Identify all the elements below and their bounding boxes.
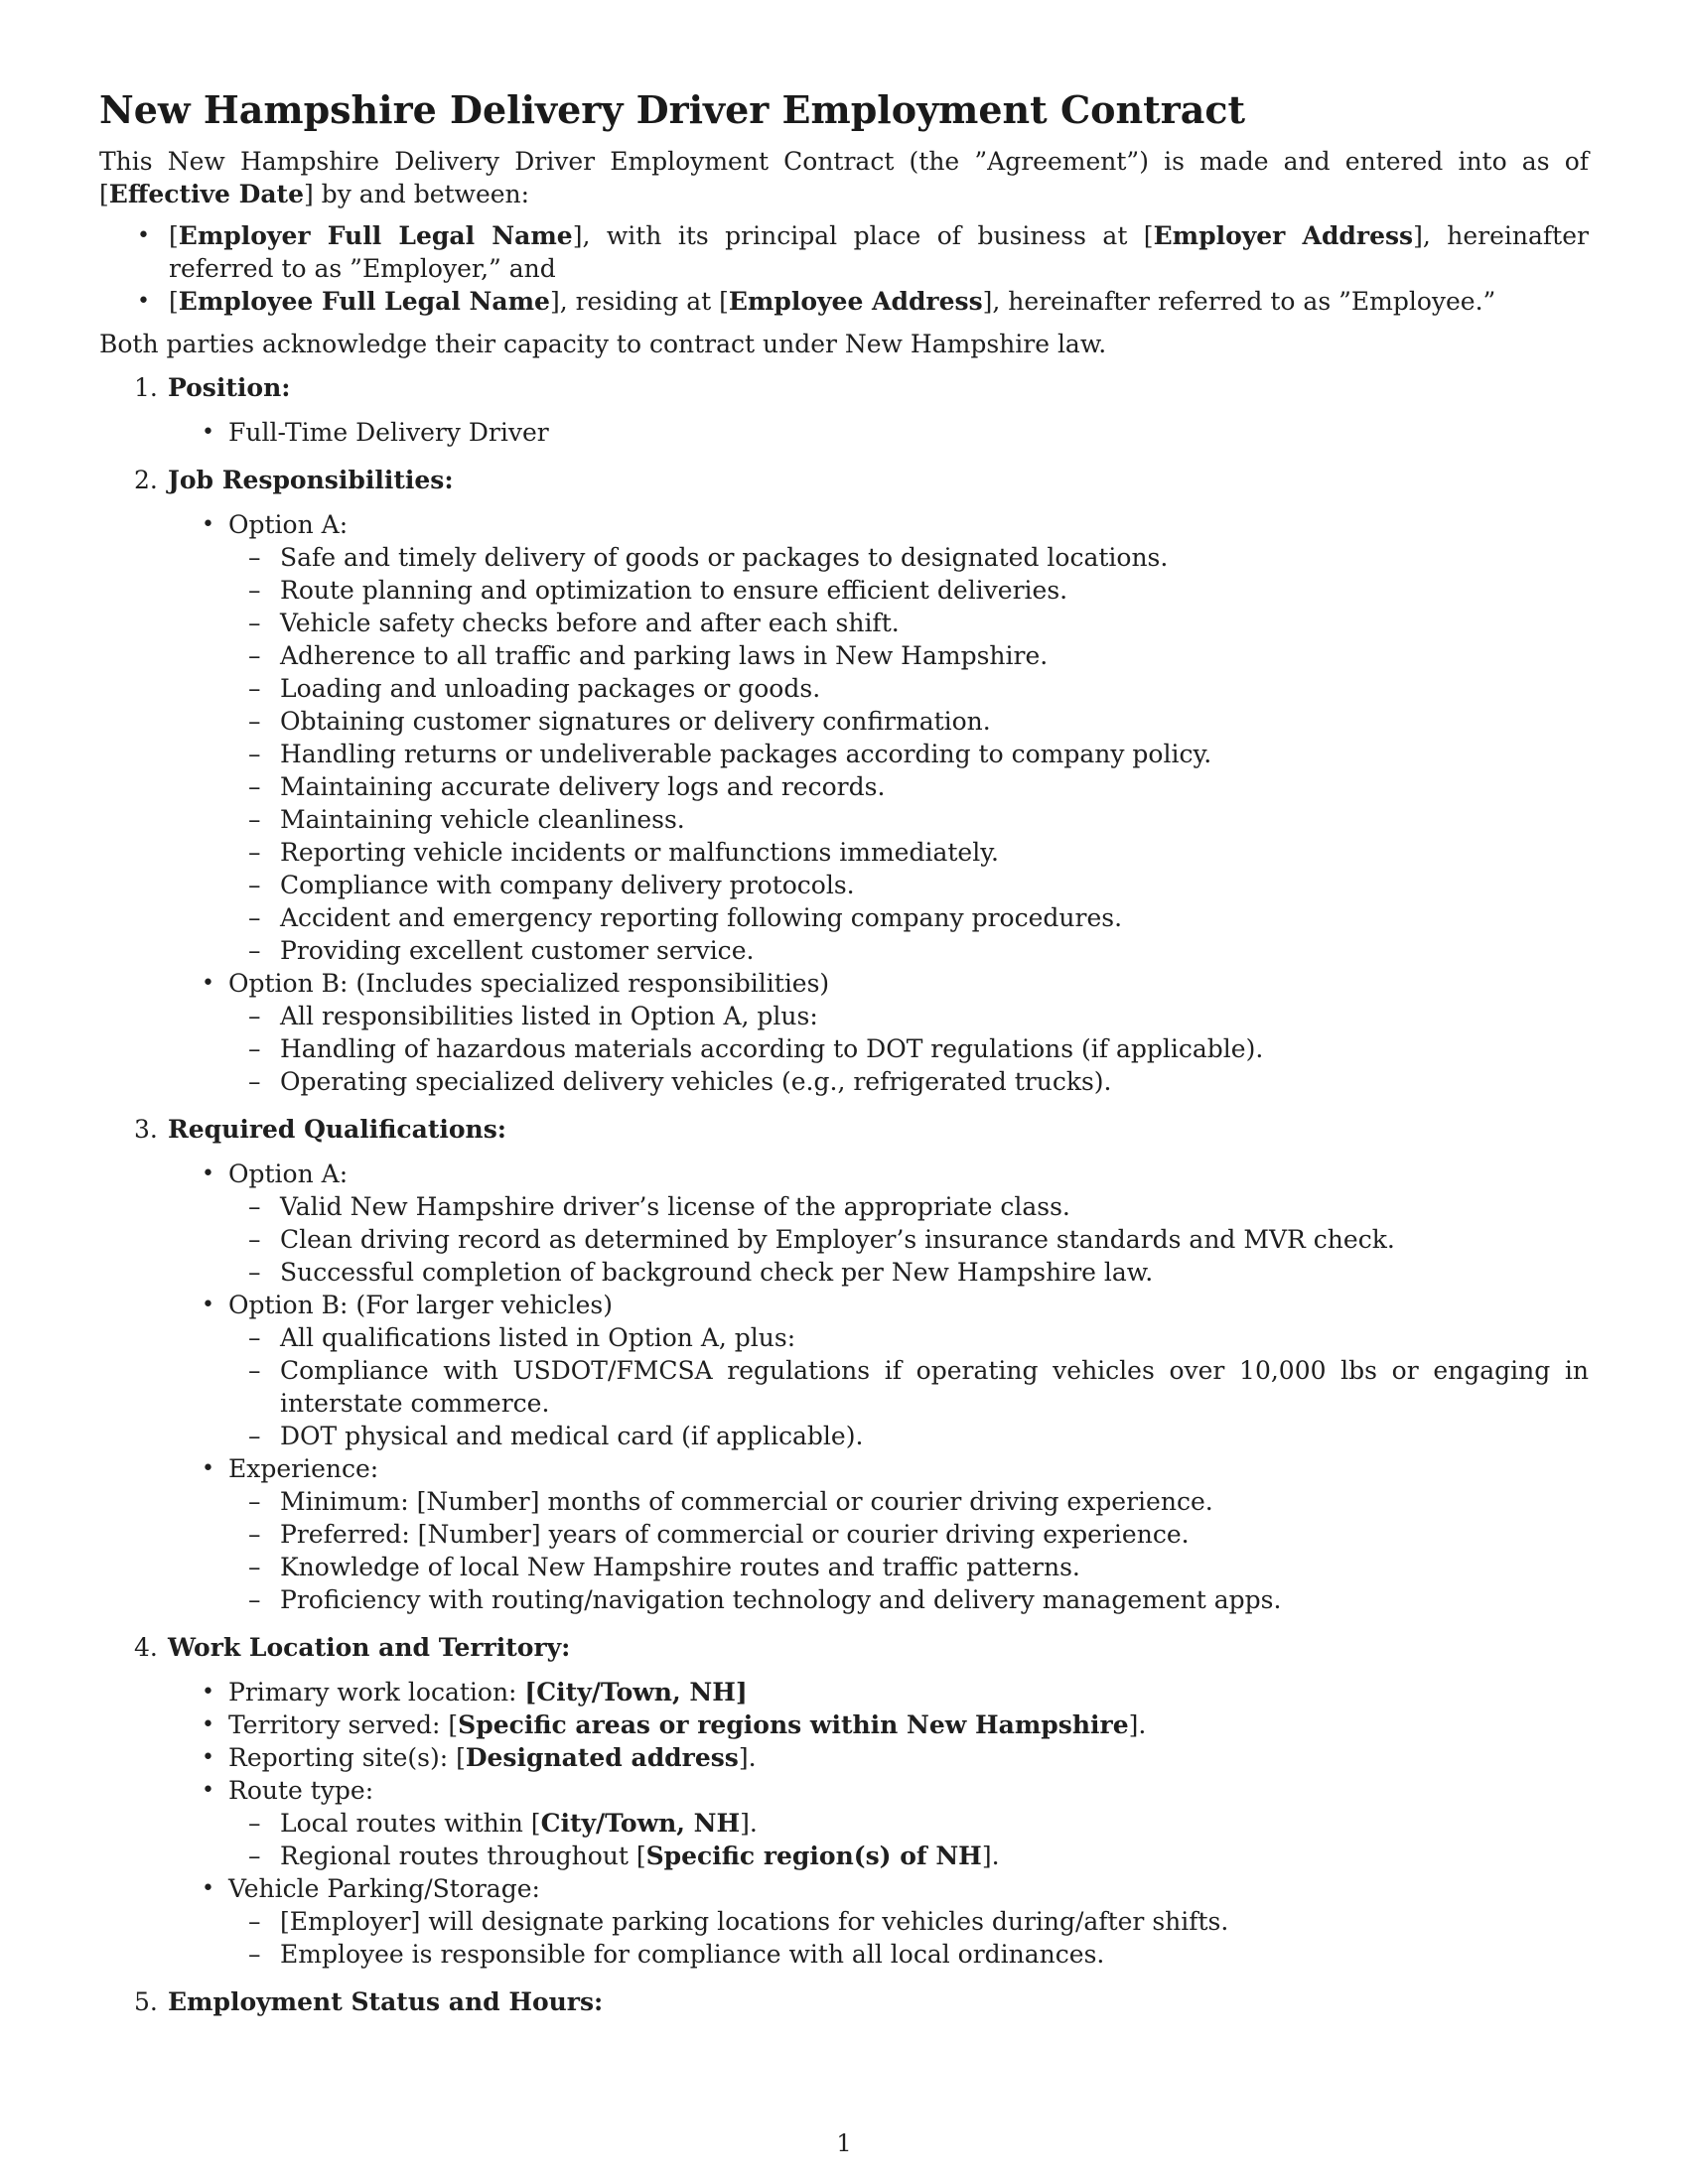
- text: Reporting site(s): [: [228, 1743, 466, 1772]
- text: Adherence to all traffic and parking laws in New Hampshire.: [280, 641, 1049, 670]
- dash-icon: –: [248, 936, 261, 965]
- text: Vehicle Parking/Storage:: [228, 1874, 540, 1903]
- employee-name-placeholder: Employee Full Legal Name: [178, 287, 550, 316]
- sub-item: [168, 803, 1589, 836]
- dash-icon: –: [248, 838, 261, 867]
- bullet-icon: •: [202, 1293, 214, 1317]
- list-item: [168, 1676, 1589, 1708]
- sub-item: [168, 607, 1589, 639]
- dash-icon: –: [248, 805, 261, 834]
- dash-icon: –: [248, 1323, 261, 1352]
- section-job-responsibilities: [99, 464, 1589, 1098]
- dash-icon: –: [248, 1356, 261, 1385]
- city-placeholder: City/Town, NH: [540, 1809, 741, 1838]
- dash-icon: –: [248, 1422, 261, 1450]
- text: Reporting vehicle incidents or malfunctions immediately.: [280, 838, 999, 867]
- text: [Employer] will designate parking locations for vehicles during/after shifts.: [280, 1907, 1229, 1936]
- sub-item: [168, 541, 1589, 574]
- section-title: Position:: [168, 373, 291, 402]
- dash-icon: –: [248, 1225, 261, 1254]
- sub-item: [168, 869, 1589, 901]
- list-item: [168, 1289, 1589, 1321]
- sub-item: [168, 574, 1589, 607]
- sub-item: [168, 1840, 1589, 1872]
- text: Experience:: [228, 1454, 379, 1483]
- text: Safe and timely delivery of goods or packages to designated locations.: [280, 543, 1169, 572]
- bullet-icon: •: [202, 971, 214, 996]
- sub-item: [168, 1518, 1589, 1551]
- text: ], with its principal place of business at [: [572, 221, 1154, 250]
- text: Operating specialized delivery vehicles (e.g., refrigerated trucks).: [280, 1067, 1112, 1096]
- section-number: 1.: [134, 373, 158, 402]
- reporting-address-placeholder: Designated address: [465, 1743, 739, 1772]
- bullet-icon: •: [202, 1745, 214, 1770]
- territory-placeholder: Specific areas or regions within New Hampshire: [458, 1710, 1129, 1739]
- section-employment-status: [99, 1985, 1589, 2018]
- text: ], hereinafter referred to as ”Employer,” and: [169, 221, 1589, 283]
- section-title: Employment Status and Hours:: [168, 1987, 604, 2016]
- list-item: [168, 508, 1589, 541]
- section-number: 2.: [134, 466, 158, 494]
- text: Valid New Hampshire driver’s license of the appropriate class.: [280, 1192, 1070, 1221]
- dash-icon: –: [248, 576, 261, 605]
- text: Route planning and optimization to ensure efficient deliveries.: [280, 576, 1068, 605]
- section-position: [99, 371, 1589, 449]
- text: All qualifications listed in Option A, plus:: [280, 1323, 796, 1352]
- city-placeholder: [City/Town, NH]: [524, 1678, 748, 1706]
- section-heading: [134, 371, 1589, 404]
- dash-icon: –: [248, 1809, 261, 1838]
- text: Preferred: [Number] years of commercial or courier driving experience.: [280, 1520, 1190, 1549]
- effective-date-placeholder: Effective Date: [108, 180, 304, 208]
- sub-item: [168, 1420, 1589, 1452]
- text: Local routes within [: [280, 1809, 541, 1838]
- list-item: [168, 1872, 1589, 1905]
- text: ].: [981, 1842, 1000, 1870]
- list-item: [168, 1708, 1589, 1741]
- sub-item: [168, 1321, 1589, 1354]
- text: Regional routes throughout [: [280, 1842, 646, 1870]
- section-title: Job Responsibilities:: [168, 466, 454, 494]
- dash-icon: –: [248, 1585, 261, 1614]
- text: Route type:: [228, 1776, 374, 1805]
- sub-item: [168, 1032, 1589, 1065]
- text: Knowledge of local New Hampshire routes and traffic patterns.: [280, 1553, 1080, 1581]
- dash-icon: –: [248, 1067, 261, 1096]
- sub-item: [168, 1938, 1589, 1971]
- text: Loading and unloading packages or goods.: [280, 674, 821, 703]
- sub-item: [168, 934, 1589, 967]
- section-title: Work Location and Territory:: [168, 1633, 571, 1662]
- text: Option B: (For larger vehicles): [228, 1291, 613, 1319]
- sub-item: [168, 1485, 1589, 1518]
- section-heading: [134, 1631, 1589, 1664]
- dash-icon: –: [248, 871, 261, 899]
- list-item: [168, 1774, 1589, 1807]
- dash-icon: –: [248, 1553, 261, 1581]
- text: Handling returns or undeliverable packages according to company policy.: [280, 740, 1212, 768]
- text: [: [169, 221, 179, 250]
- page-number: 1: [836, 2129, 852, 2157]
- section-number: 5.: [134, 1987, 158, 2016]
- text: Full-Time Delivery Driver: [228, 418, 549, 447]
- section-heading: [134, 1985, 1589, 2018]
- dash-icon: –: [248, 1907, 261, 1936]
- dash-icon: –: [248, 1940, 261, 1969]
- party-employee: [99, 285, 1589, 318]
- text: Proficiency with routing/navigation technology and delivery management apps.: [280, 1585, 1282, 1614]
- text: Maintaining vehicle cleanliness.: [280, 805, 685, 834]
- employer-address-placeholder: Employer Address: [1153, 221, 1414, 250]
- parties-list: [99, 219, 1589, 318]
- text: Compliance with USDOT/FMCSA regulations if operating vehicles over 10,000 lbs or engaging in interstate commerce.: [280, 1356, 1589, 1418]
- sub-item: [168, 705, 1589, 738]
- sub-item: [168, 1905, 1589, 1938]
- text: ].: [740, 1809, 758, 1838]
- capacity-statement: Both parties acknowledge their capacity to contract under New Hampshire law.: [99, 330, 1107, 358]
- sub-item: [168, 770, 1589, 803]
- intro-text: This New Hampshire Delivery Driver Employment Contract (the ”Agreement”) is made and entered into as of [: [99, 147, 1589, 208]
- text: DOT physical and medical card (if applicable).: [280, 1422, 864, 1450]
- bullet-icon: •: [202, 1712, 214, 1737]
- dash-icon: –: [248, 1034, 261, 1063]
- list-item: [168, 1158, 1589, 1190]
- text: ], hereinafter referred to as ”Employee.”: [982, 287, 1496, 316]
- sub-item: [168, 1551, 1589, 1583]
- list-item: [168, 967, 1589, 1000]
- dash-icon: –: [248, 1192, 261, 1221]
- dash-icon: –: [248, 772, 261, 801]
- dash-icon: –: [248, 1487, 261, 1516]
- party-employer: [99, 219, 1589, 285]
- text: ].: [738, 1743, 757, 1772]
- document-page: [99, 85, 1589, 2030]
- text: All responsibilities listed in Option A, plus:: [280, 1002, 818, 1030]
- option-b-list: [168, 1000, 1589, 1098]
- section-required-qualifications: [99, 1113, 1589, 1616]
- sub-item: [168, 901, 1589, 934]
- section-heading: [134, 464, 1589, 496]
- sub-item: [168, 1583, 1589, 1616]
- bullet-icon: •: [202, 420, 214, 445]
- list-item: [168, 1741, 1589, 1774]
- bullet-icon: •: [202, 512, 214, 537]
- bullet-icon: •: [137, 289, 150, 314]
- employee-address-placeholder: Employee Address: [728, 287, 983, 316]
- sub-item: [168, 1354, 1589, 1420]
- dash-icon: –: [248, 1520, 261, 1549]
- sub-item: [168, 1223, 1589, 1256]
- text: ].: [1128, 1710, 1147, 1739]
- sub-item: [168, 1065, 1589, 1098]
- dash-icon: –: [248, 903, 261, 932]
- text: Employee is responsible for compliance with all local ordinances.: [280, 1940, 1105, 1969]
- intro-text-end: ] by and between:: [303, 180, 530, 208]
- text: Option A:: [228, 1160, 349, 1188]
- list-item: [168, 1452, 1589, 1485]
- dash-icon: –: [248, 740, 261, 768]
- intro-paragraph: [99, 145, 1589, 210]
- text: Vehicle safety checks before and after each shift.: [280, 609, 900, 637]
- dash-icon: –: [248, 609, 261, 637]
- text: Providing excellent customer service.: [280, 936, 755, 965]
- section-heading: [134, 1113, 1589, 1146]
- bullet-icon: •: [137, 223, 150, 248]
- text: Clean driving record as determined by Employer’s insurance standards and MVR check.: [280, 1225, 1395, 1254]
- bullet-icon: •: [202, 1680, 214, 1705]
- section-work-location: [99, 1631, 1589, 1971]
- text: Obtaining customer signatures or delivery confirmation.: [280, 707, 991, 736]
- text: Minimum: [Number] months of commercial or courier driving experience.: [280, 1487, 1213, 1516]
- sub-item: [168, 1000, 1589, 1032]
- text: [: [169, 287, 179, 316]
- bullet-icon: •: [202, 1876, 214, 1901]
- sub-item: [168, 672, 1589, 705]
- text: Territory served: [: [228, 1710, 459, 1739]
- text: Option A:: [228, 510, 349, 539]
- dash-icon: –: [248, 641, 261, 670]
- text: Successful completion of background check per New Hampshire law.: [280, 1258, 1154, 1287]
- text: Primary work location:: [228, 1678, 525, 1706]
- dash-icon: –: [248, 707, 261, 736]
- section-number: 3.: [134, 1115, 158, 1144]
- bullet-icon: •: [202, 1161, 214, 1186]
- dash-icon: –: [248, 674, 261, 703]
- text: Option B: (Includes specialized responsibilities): [228, 969, 830, 998]
- sub-item: [168, 639, 1589, 672]
- dash-icon: –: [248, 1842, 261, 1870]
- sub-item: [168, 1256, 1589, 1289]
- text: Maintaining accurate delivery logs and records.: [280, 772, 886, 801]
- option-a-list: [168, 541, 1589, 967]
- dash-icon: –: [248, 1258, 261, 1287]
- text: Accident and emergency reporting following company procedures.: [280, 903, 1123, 932]
- dash-icon: –: [248, 1002, 261, 1030]
- sub-item: [168, 1190, 1589, 1223]
- section-title: Required Qualifications:: [168, 1115, 507, 1144]
- document-title: New Hampshire Delivery Driver Employment Contract: [99, 87, 1246, 132]
- text: Handling of hazardous materials according to DOT regulations (if applicable).: [280, 1034, 1264, 1063]
- bullet-icon: •: [202, 1778, 214, 1803]
- list-item: [168, 416, 1589, 449]
- bullet-icon: •: [202, 1456, 214, 1481]
- employer-name-placeholder: Employer Full Legal Name: [178, 221, 573, 250]
- sub-item: [168, 836, 1589, 869]
- sub-item: [168, 1807, 1589, 1840]
- dash-icon: –: [248, 543, 261, 572]
- sub-item: [168, 738, 1589, 770]
- section-number: 4.: [134, 1633, 158, 1662]
- text: Compliance with company delivery protocols.: [280, 871, 855, 899]
- region-placeholder: Specific region(s) of NH: [645, 1842, 982, 1870]
- text: ], residing at [: [549, 287, 729, 316]
